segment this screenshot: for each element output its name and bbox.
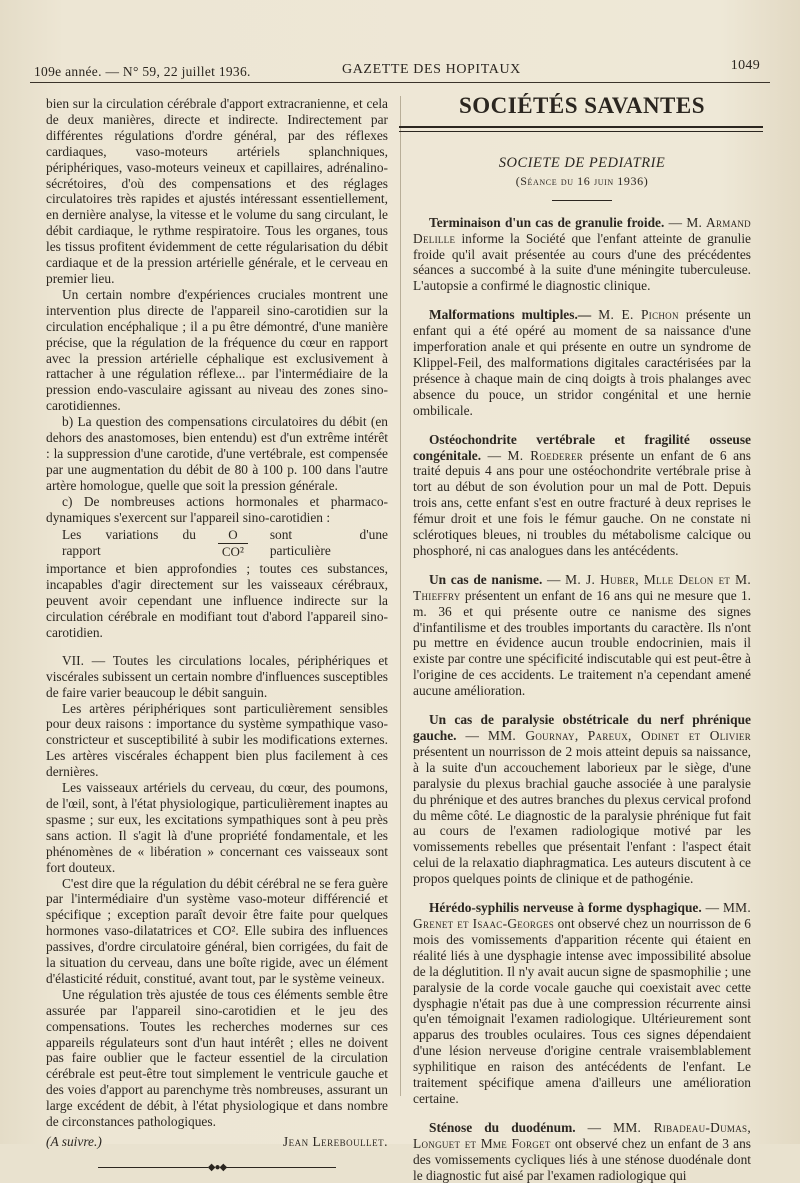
entry-authors: M. J. Huber, Mlle Delon et M. Thieffry: [413, 571, 752, 603]
entry: Un cas de nanisme. — M. J. Huber, Mlle Delon et M. Thieffry présentent un enfant de 16 ans qui ne mesure que 1. m. 36 et qui présente outre ce nanisme des signes d'infantilisme et des troubles importants du caractère. Ils n'ont pu mettre en évidence aucun trouble endocrinien, mais il existe par contre une spécificité indiscutable qui est peut-être à l'origine de ces accidents. Le traitement n'a cependant amené aucune amélioration.: [413, 571, 752, 699]
entry-authors: MM. Grenet et Isaac-Georges: [413, 900, 751, 931]
entry-text: informe la Société que l'enfant atteinte de granulie froide qu'il avait présentée au cours d'une des précédentes séances a succombé à la suite d'une méningite tuberculeuse. L'autopsie a confirmé le diagnostic clinique.: [413, 230, 751, 294]
fraction-denominator: CO²: [221, 543, 244, 559]
entry-text: présente un enfant qui a été opéré au moment de sa naissance d'une imperforation anale et qui présente en outre un syndrome de Klippel-Feil, des malformations digitales caractérisées par la présence à chaque main de cinq doigts à trois phalanges avec absence du pouce, un stridor congénital et une hernie ombilicale.: [413, 307, 751, 418]
to-be-continued: (A suivre.): [46, 1133, 102, 1149]
formula-prefix: Les variations du rapport: [62, 527, 196, 559]
entry-text: présente un enfant de 6 ans traité depuis 4 ans pour une ostéochondrite vertébrale prise à tort au début de son évolution pour un mal de Pott. Depuis trois ans, cette enfant s'est en outre fracturé à deux reprises le fémur droit et une fois le fémur gauche. On ne constate ni sclérotiques bleues, ni troubles du métabolisme calcique ou phosphoré, ni cas analogues dans les antécédents.: [413, 447, 751, 558]
paragraph: VII. — Toutes les circulations locales, périphériques et viscérales subissent un certain nombre d'influences susceptibles de faire varier beaucoup le débit sanguin.: [46, 652, 388, 700]
fraction: [208, 528, 258, 559]
running-header: [30, 58, 770, 84]
entry-text: ont observé chez un enfant de 3 ans des vomissements cycliques liés à une sténose duodénale dont le diagnostic fut aisé par l'examen radiologique qui: [413, 1135, 751, 1183]
paragraph: Les vaisseaux artériels du cerveau, du cœur, des poumons, de l'œil, sont, à l'état physiologique, particulièrement inaptes au spasme ; sur eux, les excitations sympathiques sont à peu près sans action. Il s'agit là d'une propriété fondamentale, et les phénomènes de « libération » concernant ces vaisseaux sont fort douteux.: [46, 780, 388, 875]
entry: Sténose du duodénum. — MM. Ribadeau-Dumas, Longuet et Mme Forget ont observé chez un enfant de 3 ans des vomissements cycliques liés à une sténose duodénale dont le diagnostic fut aisé par l'examen radiologique qui: [413, 1119, 751, 1183]
entry-title: Malformations multiples.—: [429, 307, 592, 323]
section-rule: [399, 131, 763, 132]
entry: Ostéochondrite vertébrale et fragilité osseuse congénitale. — M. Roederer présente un enfant de 6 ans traité depuis 4 ans pour une ostéochondrite vertébrale prise à tort au début de son évolution pour un mal de Pott. Depuis trois ans, cette enfant s'est en outre fracturé à deux reprises le fémur droit et une fois le fémur gauche. On ne constate ni sclérotiques bleues, ni troubles du métabolisme calcique ou phosphoré, ni cas analogues dans les antécédents.: [413, 431, 751, 558]
entry-text: ont observé chez un nourrisson de 6 mois des vomissements d'apparition récente qui étaient en réalité liés à une dysphagie intense avec impossibilité absolue de la déglutition. Il n'y avait aucun signe de spasmophilie ; une paralysie de la corde vocale gauche qui coexistait avec cette dysphagie n'était pas due à une compression récurrente ainsi qu'en témoignait l'examen radiologique. Ultérieurement sont apparus des troubles oculaires. Tous ces signes dépendaient d'une lésion nerveuse d'origine centrale vraisemblablement syphilitique en raison des antécédents de l'enfant. Le traitement spécifique amena d'ailleurs une amélioration certaine.: [413, 915, 751, 1106]
entry-title: Hérédo-syphilis nerveuse à forme dysphagique.: [429, 900, 702, 916]
section-title: SOCIÉTÉS SAVANTES: [458, 93, 706, 118]
entry-title: Un cas de nanisme.: [429, 571, 543, 587]
ornament-rule: ◆●◆: [46, 1160, 388, 1176]
entry-authors: MM. Gournay, Pareux, Odinet et Olivier: [487, 728, 751, 743]
fraction-numerator: O: [228, 526, 238, 542]
paragraph: Les artères périphériques sont particulièrement sensibles pour deux raisons : importance du système sympathique vaso-constricteur et susceptibilité à subir les modifications externes. Les artères viscérales échappent bien plus facilement à ces dernières.: [46, 700, 388, 780]
header-page-number: 1049: [730, 58, 760, 73]
paragraph: Une régulation très ajustée de tous ces éléments semble être assurée par l'appareil sino-carotidien et le jeu des compensations. Toutes les recherches modernes sur ces appareils régulateurs sont d'un haut intérêt ; elles ne doivent pas faire oublier que le facteur essentiel de la circulation cérébrale est peut-être tout simplement le ventricule gauche et des voies d'apport au parenchyme très nombreuses, assurant un large excédent de débit, à l'état physiologique et dans nombre de circonstances pathologiques.: [46, 986, 388, 1130]
entry-text: présentent un nourrisson de 2 mois atteint depuis sa naissance, à la suite d'un accouchement laborieux par le siège, d'une paralysie du plexus brachial gauche associée à une paralysie du phrénique et des autres branches du plexus cervical profond du même côté. Le diagnostic de la paralysie phrénique fut fait au cours de l'examen radiologique motivé par les vomissements rebelles que présentait l'enfant : l'aspect était celui de la relaxatio diaphragmatica. Les auteurs discutent à ce propos quelques points de clinique et de pathogénie.: [413, 743, 751, 887]
society-name: SOCIETE DE PEDIATRIE: [498, 154, 666, 171]
entry-title: Un cas de paralysie obstétricale du nerf phrénique gauche.: [413, 712, 751, 743]
entry-authors: M. Armand Delille: [413, 214, 751, 246]
entry: Hérédo-syphilis nerveuse à forme dysphagique. — MM. Grenet et Isaac-Georges ont observé chez un nourrisson de 6 mois des vomissements d'apparition récente qui étaient en réalité liés à une dysphagie intense avec impossibilité absolue de la déglutition. Il n'y avait aucun signe de spasmophilie ; une paralysie de la corde vocale gauche qui coexistait avec cette dysphagie n'était pas due à une compression récurrente ainsi qu'en témoignait l'examen radiologique. Ultérieurement sont apparus des troubles oculaires. Tous ces signes dépendaient d'une lésion nerveuse d'origine centrale vraisemblablement syphilitique en raison des antécédents de l'enfant. Le traitement spécifique amena d'ailleurs une amélioration certaine.: [413, 900, 751, 1106]
header-journal: GAZETTE DES HOPITAUX: [342, 62, 521, 77]
right-column: [413, 93, 752, 1183]
section-rule: [399, 126, 763, 128]
paragraph: Un certain nombre d'expériences cruciales montrent une intervention plus directe de l'appareil sino-carotidien sur la circulation encéphalique ; il a pu être démontré, d'une manière précise, que la régulation de la fréquence du cœur en rapport avec la pression artérielle céphalique est exclusivement à rattacher à une régulation réflexe... par l'intermédiaire de la pression endo-vasculaire agissant au niveau des zones sino-carotidiennes.: [46, 286, 388, 414]
entry-text: présentent un enfant de 16 ans qui ne mesure que 1. m. 36 et qui présente outre ce nanisme des signes d'infantilisme et des troubles importants du caractère. Ils n'ont pu mettre en évidence aucun trouble endocrinien, mais il existe par contre une spécificité indiscutable qui est peut-être à l'origine de ces accidents. Le traitement n'a cependant amené aucune amélioration.: [413, 587, 751, 699]
entry-authors: MM. Ribadeau-Dumas, Longuet et Mme Forget: [413, 1119, 751, 1151]
entry: Terminaison d'un cas de granulie froide. — M. Armand Delille informe la Société que l'enfant atteinte de granulie froide qu'il avait présentée au cours d'une des précédentes séances a succombé à la suite d'une méningite tuberculeuse. L'autopsie a confirmé le diagnostic clinique.: [413, 214, 751, 294]
entry-title: Ostéochondrite vertébrale et fragilité osseuse congénitale.: [413, 431, 751, 463]
header-issue: 109e année. — N° 59, 22 juillet 1936.: [34, 64, 251, 79]
formula-suffix: sont d'une particulière: [269, 527, 388, 559]
paragraph: bien sur la circulation cérébrale d'apport extracranienne, et cela de deux manières, directe et indirecte. Indirectement par différentes régulations d'ordre général, par des réflexes cardiaques, vaso-moteurs artériels splanchniques, périphériques, vaso-moteurs veineux et capillaires, adrénalino-sécrétoires, d'où des compensations et des réglages circulatoires très rapides et ajustés intéressant essentiellement, en dernière analyse, la vitesse et le volume du sang circulant, le débit cardiaque, le rythme respiratoire. Tous les organes, tous les tissus profitent évidemment de cette régularisation du débit cardiaque et de la pression artérielle générale, et le cerveau en premier lieu.: [46, 96, 388, 286]
formula: [46, 527, 388, 559]
paragraph: importance et bien approfondies ; toutes ces substances, incapables d'agir directement sur les vaisseaux cérébraux, peuvent avoir cependant une influence indirecte sur la circulation cérébrale en modifiant tout d'abord l'appareil sino-carotidien.: [46, 561, 388, 640]
column-divider: [400, 96, 401, 1096]
entry-title: Sténose du duodénum.: [429, 1119, 576, 1135]
header-rule: [30, 82, 770, 83]
session-date: (Séance du 16 juin 1936): [515, 173, 649, 188]
entry-authors: M. E. Pichon: [598, 307, 679, 323]
entry: [413, 307, 751, 418]
author-signature: Jean Lereboullet.: [282, 1134, 388, 1149]
entry-title: Terminaison d'un cas de granulie froide.: [429, 214, 665, 230]
entry-authors: M. Roederer: [507, 447, 584, 463]
paragraph: b) La question des compensations circulatoires du débit (en dehors des anastomoses, bien entendu) est d'un extrême intérêt : la suppression d'une carotide, d'une vertébrale, est compensée par une augmentation du débit de 80 à 100 p. 100 dans l'autre artère homologue, quelle que soit la pression générale.: [46, 414, 388, 493]
entry: Un cas de paralysie obstétricale du nerf phrénique gauche. — MM. Gournay, Pareux, Odinet et Olivier présentent un nourrisson de 2 mois atteint depuis sa naissance, à la suite d'un accouchement laborieux par le siège, d'une paralysie du plexus brachial gauche associée à une paralysie du phrénique et des autres branches du plexus cervical profond du même côté. Le diagnostic de la paralysie phrénique fut fait au cours de l'examen radiologique motivé par les vomissements rebelles que présentait l'enfant : l'aspect était celui de la relaxatio diaphragmatica. Les auteurs discutent à ce propos quelques points de clinique et de pathogénie.: [413, 712, 751, 887]
paragraph: c) De nombreuses actions hormonales et pharmaco-dynamiques s'exercent sur l'appareil sino-carotidien :: [46, 493, 388, 525]
paragraph: C'est dire que la régulation du débit cérébral ne se fera guère par l'intermédiaire d'un système vaso-moteur différencié et spécifique ; exception paraît devoir être faite pour quelques hormones vaso-dilatatrices et CO². Elle subira des influences passives, d'ordre circulatoire général, bien corrigées, du fait de la situation du cerveau, dans une boîte rigide, avec un élément d'élasticité réduit, constitué, avant tout, par le système veineux.: [46, 875, 388, 986]
left-column: [46, 96, 388, 1176]
